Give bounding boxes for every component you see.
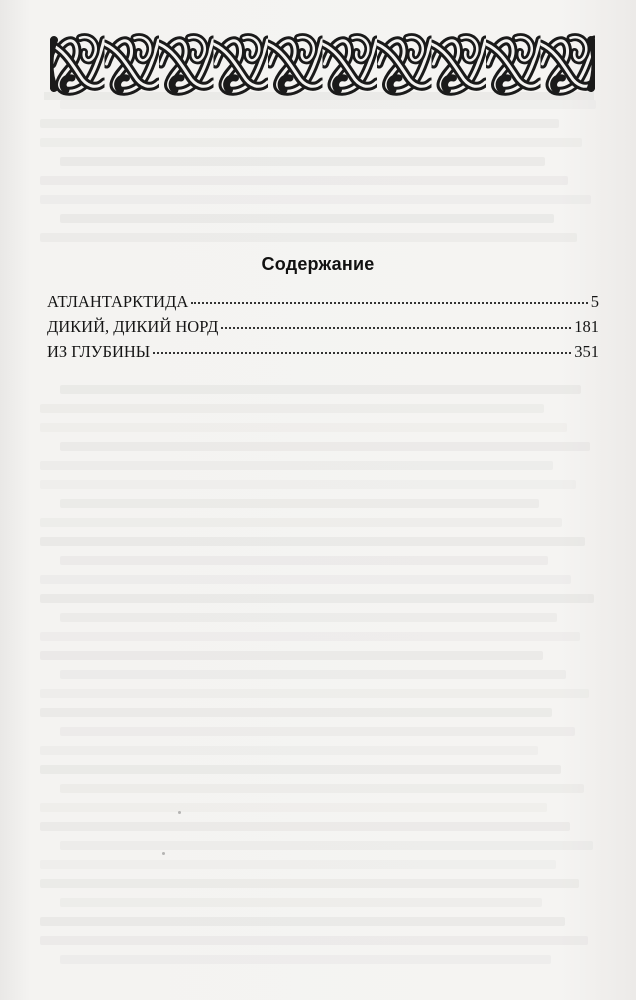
bleed-through-line bbox=[40, 537, 585, 546]
bleed-through-line bbox=[40, 746, 538, 755]
bleed-through-line bbox=[40, 822, 570, 831]
bleed-through-line bbox=[40, 765, 561, 774]
bleed-through-line bbox=[40, 689, 589, 698]
bleed-through-line bbox=[40, 423, 567, 432]
bleed-through-line bbox=[60, 955, 551, 964]
bleed-through-line bbox=[40, 936, 588, 945]
bleed-through-line bbox=[60, 841, 593, 850]
table-of-contents bbox=[47, 292, 599, 367]
bleed-through-line bbox=[40, 708, 552, 717]
bleed-through-line bbox=[60, 214, 554, 223]
paper-speck bbox=[162, 852, 165, 855]
bleed-through-line bbox=[40, 461, 553, 470]
bleed-through-line bbox=[60, 784, 584, 793]
bleed-through-line bbox=[40, 803, 547, 812]
toc-entry-title: АТЛАНТАРКТИДА bbox=[47, 292, 189, 311]
bleed-through-line bbox=[40, 195, 591, 204]
bleed-through-line bbox=[40, 860, 556, 869]
toc-entry-title: ИЗ ГЛУБИНЫ bbox=[47, 342, 151, 361]
bleed-through-line bbox=[60, 613, 557, 622]
bleed-through-line bbox=[40, 119, 559, 128]
bleed-through-line bbox=[40, 480, 576, 489]
bleed-through-line bbox=[60, 442, 590, 451]
bleed-through-line bbox=[60, 670, 566, 679]
toc-entry-page: 5 bbox=[590, 292, 599, 311]
bleed-through-line bbox=[60, 556, 548, 565]
bleed-through-line bbox=[40, 575, 571, 584]
bleed-through-line bbox=[40, 404, 544, 413]
toc-entry[interactable] bbox=[47, 317, 599, 342]
toc-entry-page: 351 bbox=[574, 342, 599, 361]
bleed-through-line bbox=[60, 157, 545, 166]
bleed-through-line bbox=[40, 632, 580, 641]
bleed-through-line bbox=[40, 651, 543, 660]
bleed-through-line bbox=[40, 917, 565, 926]
toc-leader-dots bbox=[153, 352, 571, 354]
toc-leader-dots bbox=[221, 327, 571, 329]
bleed-through-line bbox=[40, 138, 582, 147]
bleed-through-line bbox=[40, 594, 594, 603]
bleed-through-line bbox=[40, 176, 568, 185]
bleed-through-line bbox=[40, 518, 562, 527]
paper-speck bbox=[178, 811, 181, 814]
toc-entry-title: ДИКИЙ, ДИКИЙ НОРД bbox=[47, 317, 219, 336]
bleed-through-line bbox=[40, 879, 579, 888]
bleed-through-line bbox=[60, 385, 581, 394]
celtic-knot-border-icon bbox=[50, 30, 595, 98]
bleed-through-line bbox=[60, 100, 596, 109]
page-title: Содержание bbox=[261, 254, 375, 274]
bleed-through-line bbox=[60, 499, 539, 508]
toc-leader-dots bbox=[191, 302, 587, 304]
bleed-through-line bbox=[60, 727, 575, 736]
toc-entry[interactable] bbox=[47, 292, 599, 317]
bleed-through-line bbox=[60, 898, 542, 907]
toc-entry[interactable] bbox=[47, 342, 599, 367]
bleed-through-line bbox=[40, 233, 577, 242]
toc-entry-page: 181 bbox=[574, 317, 599, 336]
